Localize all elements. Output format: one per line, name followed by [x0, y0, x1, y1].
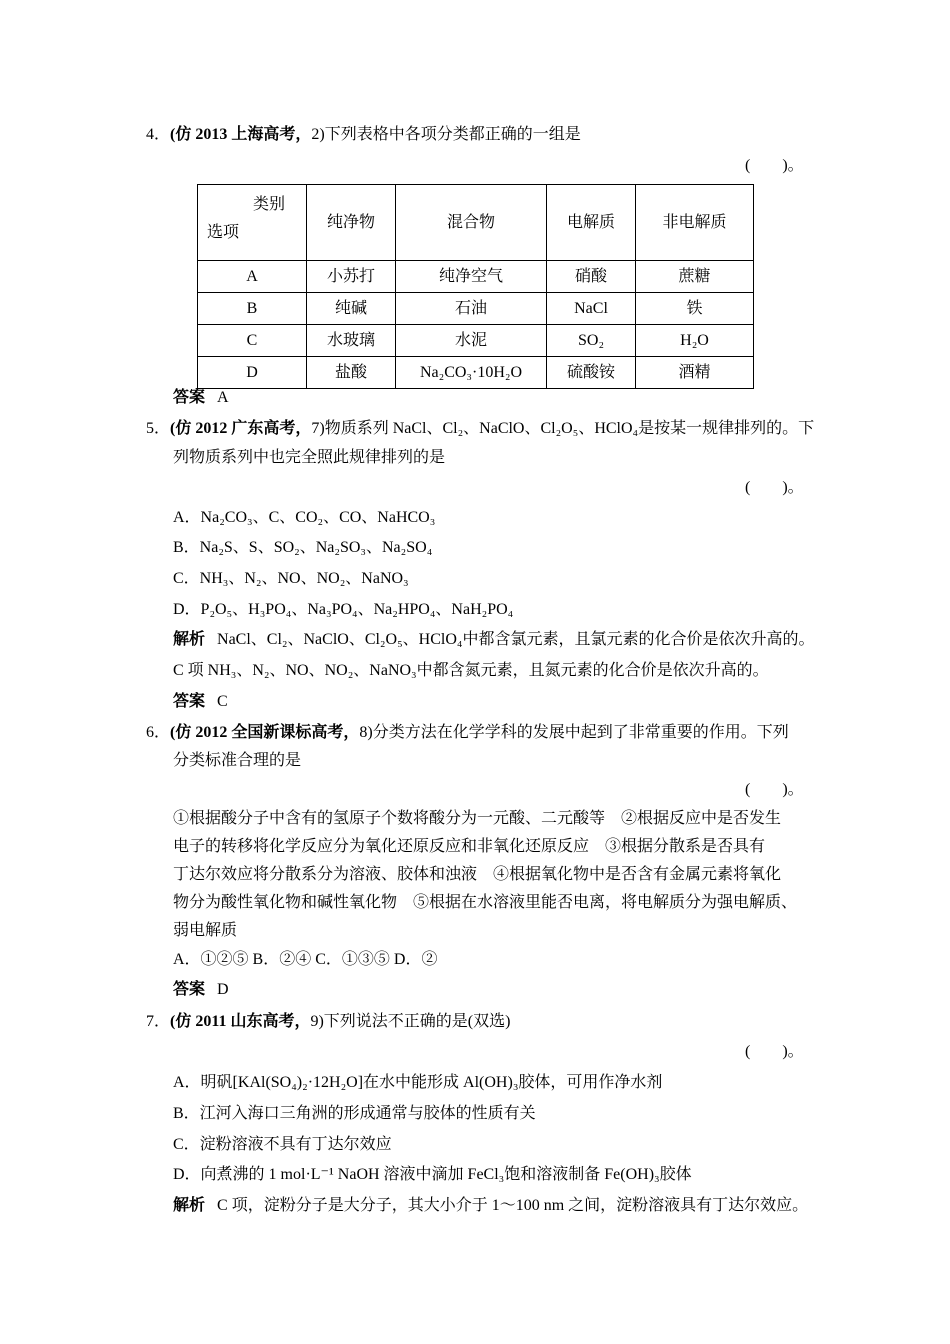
q6-body-line: 电子的转移将化学反应分为氧化还原反应和非氧化还原反应 ③根据分散系是否具有 [173, 838, 766, 855]
classification-table [197, 184, 754, 389]
q5-analysis [173, 630, 814, 650]
q4-answer-paren: ( )。 [745, 157, 804, 174]
q7-option-a: A．明矾[KAl(SO₄)₂·12H₂O]在水中能形成 Al(OH)₃胶体，可用作净水剂 [173, 1074, 663, 1091]
q6-body-line: 弱电解质 [173, 922, 238, 939]
q5-option-d: D．P₂O₅、H₃PO₄、Na₃PO₄、Na₂HPO₄、NaH₂PO₄ [173, 601, 514, 618]
table-cell: 酒精 [636, 357, 754, 389]
q5-stem-line2: 列物质系列中也完全照此规律排列的是 [173, 449, 446, 466]
q6-answer [173, 980, 229, 1000]
table-cell: 水泥 [396, 325, 547, 357]
q5-option-b: B．Na₂S、S、SO₂、Na₂SO₃、Na₂SO₄ [173, 539, 433, 556]
q5-source: (仿 2012 广东高考， [170, 420, 312, 437]
table-cell: H₂O [636, 325, 754, 357]
table-cell: D [198, 357, 307, 389]
table-cell: 石油 [396, 293, 547, 325]
q4-number: 4． [146, 126, 171, 143]
answer-value: A [217, 389, 229, 406]
corner-top-label: 类别 [253, 196, 286, 213]
table-header: 电解质 [547, 185, 636, 261]
q6-stem-line2: 分类标准合理的是 [173, 752, 302, 769]
table-row [198, 325, 754, 357]
q5-option-a: A．Na₂CO₃、C、CO₂、CO、NaHCO₃ [173, 509, 436, 526]
table-row [198, 357, 754, 389]
q6-body-line: ①根据酸分子中含有的氢原子个数将酸分为一元酸、二元酸等 ②根据反应中是否发生 [173, 810, 782, 827]
table-header: 非电解质 [636, 185, 754, 261]
table-cell: 硫酸铵 [547, 357, 636, 389]
table-cell: 纯碱 [307, 293, 396, 325]
table-cell: C [198, 325, 307, 357]
q5-answer [173, 692, 228, 712]
table-header: 混合物 [396, 185, 547, 261]
answer-value: C [217, 693, 228, 710]
q6-number: 6． [146, 724, 171, 741]
answer-label: 答案 [173, 981, 206, 998]
table-cell: SO₂ [547, 325, 636, 357]
q5-answer-paren: ( )。 [745, 479, 804, 496]
q6-body-line: 丁达尔效应将分散系分为溶液、胶体和浊液 ④根据氧化物中是否含有金属元素将氧化 [173, 866, 782, 883]
q7-stem-text: 9)下列说法不正确的是(双选) [310, 1013, 511, 1030]
q7-source: (仿 2011 山东高考， [170, 1013, 311, 1030]
q5-number: 5． [146, 420, 171, 437]
analysis-label: 解析 [173, 1197, 206, 1214]
q4-answer [173, 388, 229, 408]
q6-body-line: 物分为酸性氧化物和碱性氧化物 ⑤根据在水溶液里能否电离，将电解质分为强电解质、 [173, 894, 798, 911]
q7-option-c: C．淀粉溶液不具有丁达尔效应 [173, 1136, 392, 1153]
table-cell: 水玻璃 [307, 325, 396, 357]
table-cell: 纯净空气 [396, 261, 547, 293]
q6-options: A．①②⑤ B．②④ C．①③⑤ D．② [173, 951, 438, 968]
q5-option-c: C．NH₃、N₂、NO、NO₂、NaNO₃ [173, 570, 409, 587]
q4-stem [146, 125, 581, 145]
q5-stem-line1: 7)物质系列 NaCl、Cl₂、NaClO、Cl₂O₅、HClO₄是按某一规律排列的。下 [311, 420, 815, 437]
q6-stem-line1: 8)分类方法在化学学科的发展中起到了非常重要的作用。下列 [359, 724, 789, 741]
q7-option-d: D．向煮沸的 1 mol·L⁻¹ NaOH 溶液中滴加 FeCl₃饱和溶液制备 Fe(OH)₃胶体 [173, 1166, 692, 1183]
q6-answer-paren: ( )。 [745, 781, 804, 798]
q7-option-b: B．江河入海口三角洲的形成通常与胶体的性质有关 [173, 1105, 536, 1122]
q5-analysis-line2: C 项 NH₃、N₂、NO、NO₂、NaNO₃中都含氮元素，且氮元素的化合价是依次升高的。 [173, 662, 769, 679]
table-row [198, 293, 754, 325]
table-cell: 铁 [636, 293, 754, 325]
q7-answer-paren: ( )。 [745, 1043, 804, 1060]
table-corner-cell [198, 185, 307, 261]
corner-bottom-label: 选项 [207, 224, 240, 241]
analysis-text: NaCl、Cl₂、NaClO、Cl₂O₅、HClO₄中都含氯元素，且氯元素的化合价是依次升高的。 [217, 631, 815, 648]
q4-source: (仿 2013 上海高考， [170, 126, 312, 143]
table-cell: A [198, 261, 307, 293]
table-cell: B [198, 293, 307, 325]
q7-number: 7． [146, 1013, 171, 1030]
analysis-label: 解析 [173, 631, 206, 648]
answer-value: D [217, 981, 229, 998]
table-row [198, 261, 754, 293]
analysis-text: C 项，淀粉分子是大分子，其大小介于 1～100 nm 之间，淀粉溶液具有丁达尔效应。 [217, 1197, 809, 1214]
table-cell: Na₂CO₃·10H₂O [396, 357, 547, 389]
table-cell: NaCl [547, 293, 636, 325]
table-cell: 硝酸 [547, 261, 636, 293]
q4-stem-text: 2)下列表格中各项分类都正确的一组是 [311, 126, 581, 143]
q7-stem [146, 1012, 510, 1032]
table-header: 纯净物 [307, 185, 396, 261]
q5-stem [146, 419, 814, 439]
q6-source: (仿 2012 全国新课标高考， [170, 724, 360, 741]
table-cell: 蔗糖 [636, 261, 754, 293]
answer-label: 答案 [173, 389, 206, 406]
answer-label: 答案 [173, 693, 206, 710]
q7-analysis [173, 1196, 808, 1216]
q6-stem [146, 723, 789, 743]
table-cell: 小苏打 [307, 261, 396, 293]
table-cell: 盐酸 [307, 357, 396, 389]
